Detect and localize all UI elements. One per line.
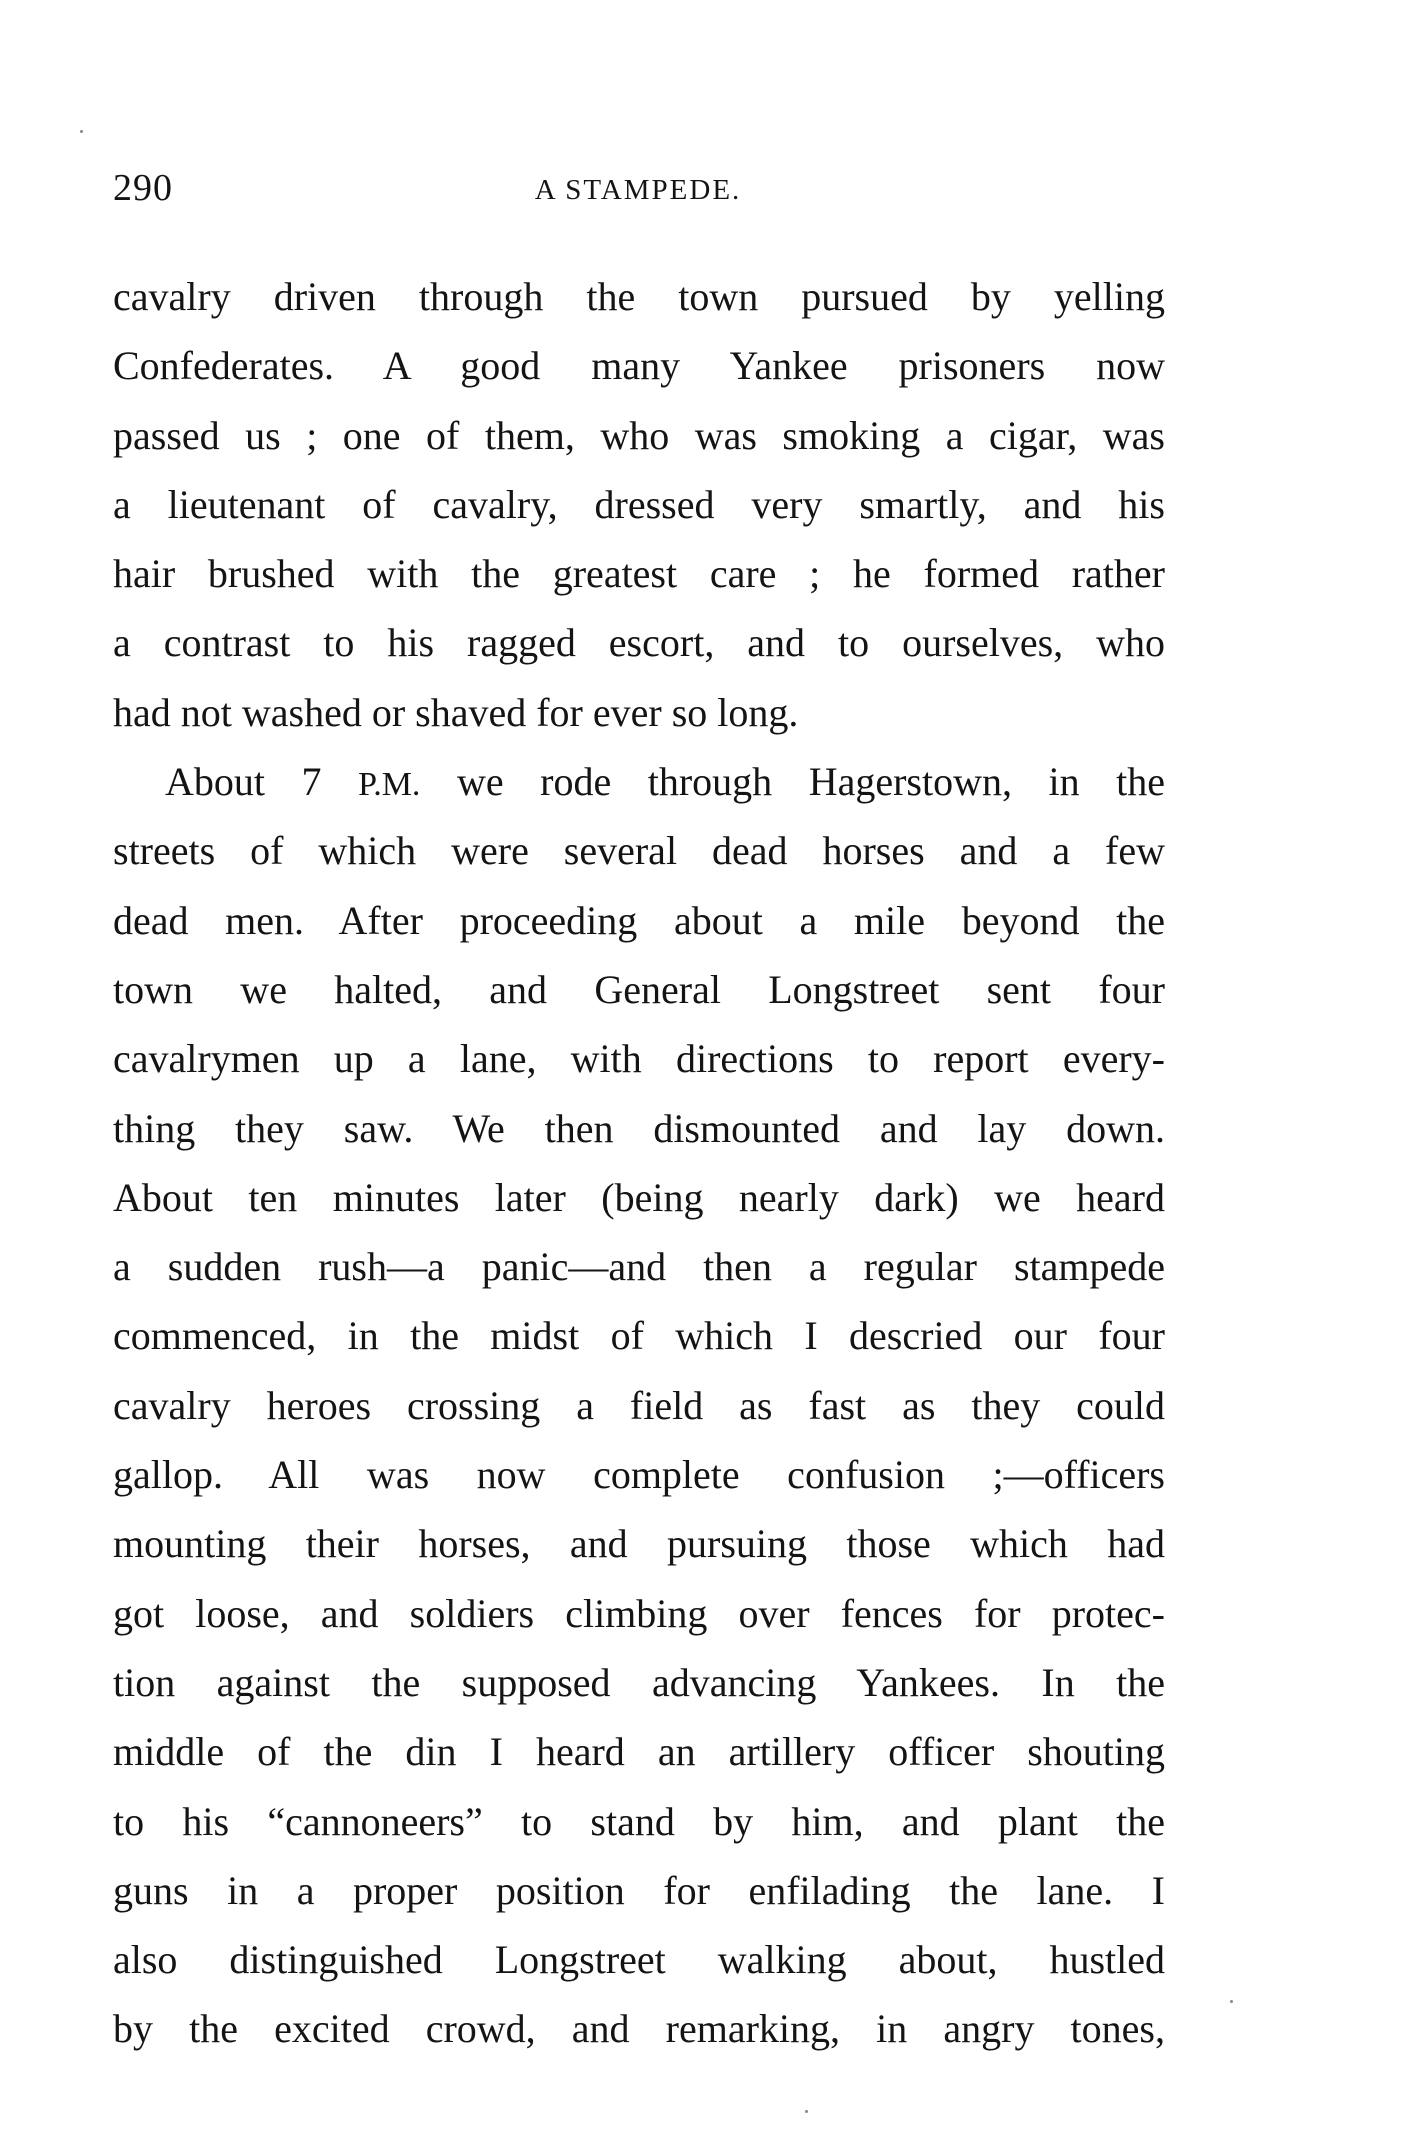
- text-line: town we halted, and General Longstreet sent four: [113, 966, 1165, 1012]
- text-line: About ten minutes later (being nearly dark) we heard: [113, 1174, 1165, 1220]
- scan-speck: [80, 130, 83, 133]
- text-line: gallop. All was now complete confusion ;—officers: [113, 1452, 1165, 1498]
- text-line: streets of which were several dead horses and a few: [113, 828, 1165, 874]
- text-line: to his “cannoneers” to stand by him, and plant the: [113, 1798, 1165, 1844]
- line-segment: we rode through Hagerstown, in the: [456, 759, 1166, 805]
- text-line: passed us ; one of them, who was smoking a cigar, was: [113, 412, 1165, 458]
- time-abbreviation: P.M.: [358, 766, 421, 804]
- text-line: cavalry driven through the town pursued by yelling: [113, 274, 1165, 319]
- scan-speck: [805, 2110, 808, 2113]
- text-line: dead men. After proceeding about a mile beyond the: [113, 897, 1165, 943]
- text-line: a contrast to his ragged escort, and to ourselves, who: [113, 620, 1165, 666]
- body-text: [113, 262, 1165, 2064]
- text-line: guns in a proper position for enfilading the lane. I: [113, 1867, 1165, 1913]
- text-line: thing they saw. We then dismounted and lay down.: [113, 1105, 1165, 1151]
- text-line: commenced, in the midst of which I descried our four: [113, 1313, 1165, 1359]
- text-line: tion against the supposed advancing Yankees. In the: [113, 1659, 1165, 1705]
- text-line: a sudden rush—a panic—and then a regular stampede: [113, 1244, 1165, 1290]
- scan-speck: [1230, 2000, 1233, 2003]
- line-segment: About 7: [165, 759, 322, 805]
- text-line: cavalrymen up a lane, with directions to report every-: [113, 1036, 1165, 1082]
- text-line: also distinguished Longstreet walking about, hustled: [113, 1937, 1165, 1983]
- running-title: A STAMPEDE.: [534, 174, 742, 206]
- text-line: middle of the din I heard an artillery officer shouting: [113, 1729, 1165, 1775]
- text-line: mounting their horses, and pursuing those which had: [113, 1521, 1165, 1567]
- text-line: a lieutenant of cavalry, dressed very smartly, and his: [113, 481, 1165, 527]
- running-head: [113, 166, 1163, 226]
- text-line: cavalry heroes crossing a field as fast as they could: [113, 1382, 1165, 1428]
- text-line: hair brushed with the greatest care ; he formed rather: [113, 551, 1165, 597]
- text-line: by the excited crowd, and remarking, in angry tones,: [113, 2006, 1165, 2052]
- text-line: got loose, and soldiers climbing over fences for protec-: [113, 1590, 1165, 1636]
- paragraph-end-line: had not washed or shaved for ever so long.: [113, 689, 799, 735]
- page-number: 290: [113, 167, 173, 209]
- paragraph-start-line: [113, 747, 1165, 816]
- text-line: Confederates. A good many Yankee prisoners now: [113, 343, 1165, 389]
